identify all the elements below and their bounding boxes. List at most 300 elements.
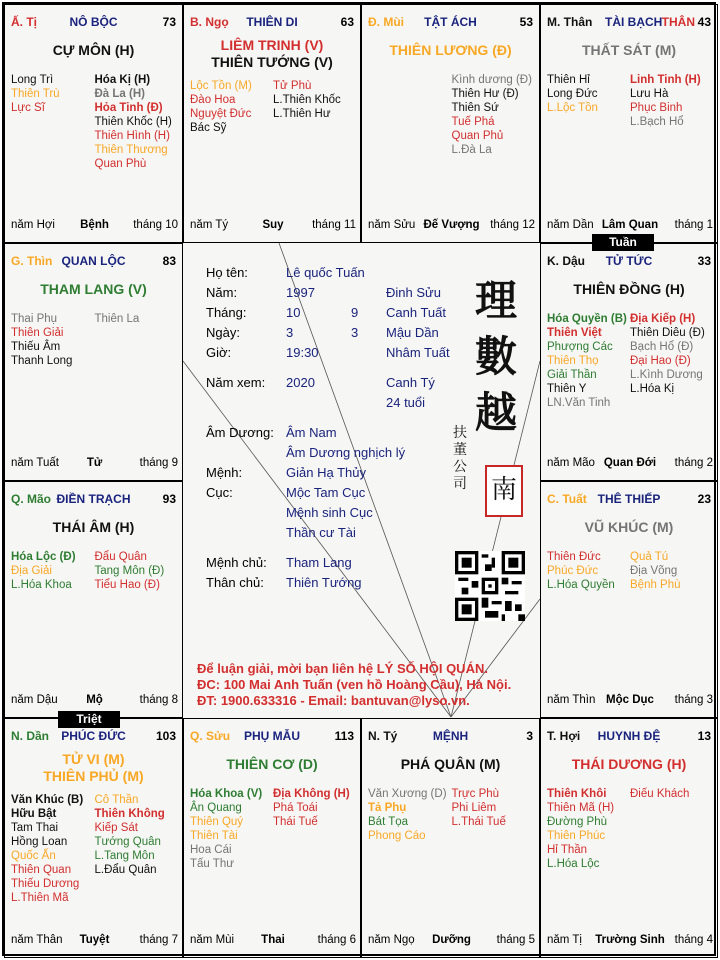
footer-year: năm Thìn <box>547 694 596 706</box>
footer-stage: Mộc Dục <box>606 694 654 706</box>
palace-header <box>547 15 711 31</box>
palace-8[interactable] <box>4 718 183 958</box>
minor-star: Thiên Thương <box>94 144 168 156</box>
footer-stage: Mộ <box>86 694 103 706</box>
palace-footer <box>368 933 535 947</box>
palace-name: NÔ BỘC <box>69 15 118 29</box>
palace-age: 113 <box>334 729 354 743</box>
palace-header <box>368 729 533 745</box>
person-name: Lê quốc Tuấn <box>286 265 365 280</box>
main-star: THIÊN LƯƠNG (Đ) <box>389 42 512 58</box>
footer-month: tháng 3 <box>674 694 713 706</box>
stars-right <box>452 787 536 843</box>
cuc-label: Cục: <box>206 485 233 500</box>
minor-star: Thiên La <box>94 313 140 325</box>
stars-left <box>368 73 452 157</box>
minor-star: Long Đức <box>547 88 598 100</box>
main-stars <box>184 37 360 71</box>
palace-branch: G. Thìn <box>11 254 53 268</box>
footer-year: năm Thân <box>11 934 63 946</box>
palace-3[interactable] <box>540 4 718 243</box>
palace-header <box>190 729 354 745</box>
footer-year: năm Tuất <box>11 457 59 469</box>
footer-stage: Đế Vượng <box>423 219 480 231</box>
minor-star: Thiên Diêu (Đ) <box>630 327 705 339</box>
minor-star: Thiên Sứ <box>451 102 499 114</box>
birth-month-canchi: Canh Tuất <box>386 305 446 320</box>
minor-star: Hỏa Tinh (Đ) <box>94 102 163 114</box>
main-star: THAM LANG (V) <box>40 281 147 297</box>
stars-right <box>452 73 536 157</box>
minor-star: Thiên Mã (H) <box>547 802 615 814</box>
minor-star: Hỉ Thần <box>547 844 588 856</box>
palace-footer <box>368 218 535 232</box>
minor-star: L.Hóa Lộc <box>547 858 600 870</box>
minor-star: Bát Tọa <box>368 816 409 828</box>
palace-name: ĐIỀN TRẠCH <box>56 492 131 506</box>
day-label: Ngày: <box>206 325 240 340</box>
palace-footer <box>11 456 178 470</box>
palace-branch: N. Tý <box>368 729 398 743</box>
palace-branch: Ấ. Tị <box>11 15 37 29</box>
stars-left <box>190 79 273 135</box>
minor-star: Tiểu Hao (Đ) <box>94 579 160 591</box>
birth-hour-canchi: Nhâm Tuất <box>386 345 450 360</box>
minor-star: L.Đà La <box>451 144 492 156</box>
footer-stage: Dưỡng <box>432 934 471 946</box>
main-star: THẤT SÁT (M) <box>581 42 677 58</box>
minor-star: Phượng Các <box>547 341 613 353</box>
menh-chu-label: Mệnh chủ: <box>206 555 267 570</box>
footer-year: năm Ngọ <box>368 934 415 946</box>
footer-month: tháng 2 <box>674 457 713 469</box>
minor-star: Long Trì <box>11 74 54 86</box>
birth-day: 3 <box>286 325 294 340</box>
minor-star: Địa Không (H) <box>273 788 350 800</box>
stars-left <box>11 550 95 592</box>
main-stars <box>5 519 182 536</box>
minor-star: LN.Văn Tinh <box>547 397 611 409</box>
palace-11[interactable] <box>540 718 718 958</box>
palace-5[interactable] <box>540 243 718 481</box>
minor-star: L.Kình Dương <box>630 369 703 381</box>
minor-star: Văn Khúc (B) <box>11 794 84 806</box>
palace-name: PHỤ MẪU <box>244 729 300 743</box>
footer-year: năm Sửu <box>368 219 416 231</box>
footer-month: tháng 10 <box>133 219 178 231</box>
minor-star: L.Thiên Hư <box>273 108 331 120</box>
stars-right <box>630 550 713 592</box>
than-note: Thần cư Tài <box>286 525 356 540</box>
minor-star: Thiên Việt <box>547 327 602 339</box>
tuan-marker: Tuần <box>592 234 654 251</box>
minor-star: Thiên Không <box>94 808 165 820</box>
birth-month: 10 <box>286 305 301 320</box>
minor-star: Thiên Y <box>547 383 587 395</box>
minor-star: L.Đẩu Quân <box>94 864 157 876</box>
palace-header <box>190 15 354 31</box>
than-chu-label: Thân chủ: <box>206 575 264 590</box>
company-vertical-text: 扶 董 公 司 <box>453 425 467 492</box>
palace-name: MỆNH <box>432 729 469 743</box>
minor-star: Hữu Bật <box>11 808 57 820</box>
minor-star: Kiếp Sát <box>94 822 138 834</box>
minor-star: Lộc Tồn (M) <box>190 80 252 92</box>
footer-month: tháng 1 <box>674 219 713 231</box>
stars-left <box>547 312 630 410</box>
contact-info <box>197 661 511 709</box>
birth-year: 1997 <box>286 285 315 300</box>
minor-star: Thanh Long <box>11 355 73 367</box>
minor-star: Thiên Hỉ <box>547 74 590 86</box>
footer-year: năm Dần <box>547 219 594 231</box>
palace-2[interactable] <box>361 4 540 243</box>
minor-stars <box>11 73 178 171</box>
main-star: THIÊN ĐỒNG (H) <box>573 281 685 297</box>
stars-left <box>547 550 630 592</box>
palace-age: 13 <box>697 729 711 743</box>
menh-label: Mệnh: <box>206 465 243 480</box>
palace-branch: B. Ngọ <box>190 15 229 29</box>
palace-header <box>547 492 711 508</box>
palace-footer <box>547 218 713 232</box>
red-seal-stamp: 南 <box>485 465 523 517</box>
palace-age: 43 <box>697 15 711 29</box>
palace-6[interactable] <box>4 481 183 718</box>
palace-age: 93 <box>162 492 176 506</box>
minor-star: Phong Cáo <box>368 830 426 842</box>
stars-left <box>368 787 452 843</box>
minor-star: Thiên Phúc <box>547 830 606 842</box>
minor-stars <box>190 79 356 135</box>
age: 24 tuổi <box>386 395 426 410</box>
minor-star: Giải Thần <box>547 369 597 381</box>
minor-star: Ân Quang <box>190 802 242 814</box>
palace-footer <box>190 933 356 947</box>
footer-year: năm Mùi <box>190 934 235 946</box>
minor-star: Địa Võng <box>630 565 678 577</box>
palace-10[interactable] <box>361 718 540 958</box>
palace-branch: Q. Mão <box>11 492 52 506</box>
footer-stage: Bệnh <box>80 219 109 231</box>
palace-name: TỬ TỨC <box>605 254 653 268</box>
palace-header <box>547 729 711 745</box>
minor-star: Hoa Cái <box>190 844 232 856</box>
yinyang-label: Âm Dương: <box>206 425 274 440</box>
footer-year: năm Hợi <box>11 219 55 231</box>
stars-right <box>95 793 179 905</box>
minor-star: Tam Thai <box>11 822 59 834</box>
minor-star: Thiên Tài <box>190 830 238 842</box>
stars-right <box>273 787 356 871</box>
main-star: THÁI ÂM (H) <box>52 519 135 535</box>
birth-year-canchi: Đinh Sửu <box>386 285 441 300</box>
stars-right <box>630 312 713 410</box>
hour-label: Giờ: <box>206 345 232 360</box>
palace-age: 63 <box>340 15 354 29</box>
footer-stage: Tử <box>86 457 103 469</box>
stars-right <box>630 73 713 129</box>
minor-star: Thiên Quan <box>11 864 72 876</box>
palace-age: 23 <box>697 492 711 506</box>
minor-star: L.Thái Tuế <box>451 816 506 828</box>
main-star: THIÊN TƯỚNG (V) <box>211 54 333 70</box>
palace-header <box>368 15 533 31</box>
palace-age: 73 <box>162 15 176 29</box>
view-year-canchi: Canh Tý <box>386 375 435 390</box>
minor-star: L.Thiên Khốc <box>273 94 341 106</box>
birth-hour: 19:30 <box>286 345 319 360</box>
minor-star: Thiên Đức <box>547 551 601 563</box>
minor-star: Phi Liêm <box>451 802 497 814</box>
palace-branch: Q. Sửu <box>190 729 231 743</box>
palace-name: THIÊN DI <box>246 15 298 29</box>
palace-footer <box>547 456 713 470</box>
palace-name: QUAN LỘC <box>61 254 126 268</box>
stars-left <box>190 787 273 871</box>
palace-footer <box>547 693 713 707</box>
minor-star: Phục Binh <box>630 102 683 114</box>
footer-year: năm Mão <box>547 457 595 469</box>
minor-star: Thiếu Dương <box>11 878 80 890</box>
minor-stars <box>547 550 713 592</box>
minor-stars <box>547 73 713 129</box>
main-stars <box>184 756 360 773</box>
palace-7[interactable] <box>540 481 718 718</box>
minor-star: Bệnh Phù <box>630 579 681 591</box>
minor-star: Đường Phù <box>547 816 607 828</box>
stars-right <box>95 550 179 592</box>
minor-star: Tả Phụ <box>368 802 407 814</box>
minor-star: Hóa Lộc (Đ) <box>11 551 76 563</box>
palace-name: TẬT ÁCH <box>424 15 477 29</box>
main-stars <box>541 519 717 536</box>
center-info-panel <box>185 245 542 721</box>
main-stars <box>5 42 182 59</box>
footer-month: tháng 7 <box>139 934 178 946</box>
minor-stars <box>11 550 178 592</box>
stars-right <box>95 73 179 171</box>
than-chu: Thiên Tướng <box>286 575 362 590</box>
minor-star: Thái Tuế <box>273 816 318 828</box>
main-star: LIÊM TRINH (V) <box>220 37 324 53</box>
minor-star: Địa Kiếp (H) <box>630 313 696 325</box>
footer-stage: Lâm Quan <box>601 219 659 231</box>
palace-header <box>11 254 176 270</box>
minor-star: Lưu Hà <box>630 88 669 100</box>
stars-left <box>11 793 95 905</box>
minor-stars <box>547 787 713 871</box>
minor-star: Cô Thần <box>94 794 139 806</box>
minor-stars <box>368 73 535 157</box>
year-label: Năm: <box>206 285 238 300</box>
minor-star: Hồng Loan <box>11 836 68 848</box>
stars-left <box>547 73 630 129</box>
minor-star: Đào Hoa <box>190 94 236 106</box>
stars-right <box>630 787 713 871</box>
minor-star: L.Hóa Quyền <box>547 579 615 591</box>
minor-star: Bác Sỹ <box>190 122 227 134</box>
cuc: Mộc Tam Cục <box>286 485 366 500</box>
main-star: THIÊN CƠ (D) <box>226 756 318 772</box>
minor-star: Thiếu Âm <box>11 341 61 353</box>
palace-footer <box>11 933 178 947</box>
stars-left <box>11 73 95 171</box>
minor-star: Thiên Thọ <box>547 355 599 367</box>
birth-day-canchi: Mậu Dần <box>386 325 439 340</box>
footer-month: tháng 4 <box>674 934 713 946</box>
palace-footer <box>547 933 713 947</box>
main-star: THIÊN PHỦ (M) <box>43 768 144 784</box>
minor-star: Tuế Phá <box>451 116 495 128</box>
footer-month: tháng 9 <box>139 457 178 469</box>
minor-star: Hóa Khoa (V) <box>190 788 263 800</box>
footer-year: năm Tý <box>190 219 229 231</box>
palace-9[interactable] <box>183 718 361 958</box>
minor-star: Lực Sĩ <box>11 102 45 114</box>
footer-month: tháng 6 <box>317 934 356 946</box>
main-stars <box>541 42 717 59</box>
minor-star: Thiên Giải <box>11 327 64 339</box>
minor-star: Kình dương (Đ) <box>451 74 532 86</box>
minor-star: Tướng Quân <box>94 836 161 848</box>
menh-chu: Tham Lang <box>286 555 352 570</box>
minor-star: Đại Hao (Đ) <box>630 355 691 367</box>
palace-branch: M. Thân <box>547 15 593 29</box>
main-star: VŨ KHÚC (M) <box>584 519 674 535</box>
main-stars <box>541 756 717 773</box>
minor-star: Quốc Ấn <box>11 850 56 862</box>
palace-header <box>11 492 176 508</box>
palace-footer <box>190 218 356 232</box>
minor-star: Phá Toái <box>273 802 318 814</box>
minor-star: Thiên Trù <box>11 88 60 100</box>
minor-star: L.Thiên Mã <box>11 892 69 904</box>
yinyang: Âm Nam <box>286 425 337 440</box>
yinyang-note: Âm Dương nghịch lý <box>286 445 406 460</box>
palace-name: HUYNH ĐỆ <box>597 729 661 743</box>
contact-phone-email[interactable]: ĐT: 1900.633316 - Email: bantuvan@lyso.vn. <box>197 693 470 708</box>
minor-star: Văn Xương (D) <box>368 788 447 800</box>
contact-line-1: Để luận giải, mời bạn liên hệ LÝ SỐ HỘI QUÁN. <box>197 661 488 676</box>
minor-star: Hóa Quyền (B) <box>547 313 627 325</box>
palace-name: TÀI BẠCH <box>605 15 663 29</box>
palace-age: 3 <box>526 729 533 743</box>
palace-header <box>11 15 176 31</box>
minor-star: L.Bạch Hổ <box>630 116 684 128</box>
stars-left <box>547 787 630 871</box>
minor-star: Bạch Hổ (Đ) <box>630 341 694 353</box>
cuc-note: Mệnh sinh Cục <box>286 505 373 520</box>
footer-month: tháng 12 <box>490 219 535 231</box>
main-stars <box>5 281 182 298</box>
footer-year: năm Dậu <box>11 694 58 706</box>
main-star: THÁI DƯƠNG (H) <box>571 756 687 772</box>
minor-star: Hóa Kị (H) <box>94 74 151 86</box>
minor-stars <box>190 787 356 871</box>
minor-star: Thiên Hình (H) <box>94 130 170 142</box>
palace-age: 83 <box>162 254 176 268</box>
minor-stars <box>11 312 178 368</box>
main-star: TỬ VI (M) <box>62 751 125 767</box>
birth-month-lunar: 9 <box>351 305 359 320</box>
minor-star: Nguyệt Đức <box>190 108 252 120</box>
contact-address: ĐC: 100 Mai Anh Tuấn (ven hồ Hoàng Cầu), Hà Nội. <box>197 677 512 692</box>
palace-age: 53 <box>519 15 533 29</box>
main-star: CỰ MÔN (H) <box>52 42 135 58</box>
minor-star: Điếu Khách <box>630 788 690 800</box>
palace-branch: C. Tuất <box>547 492 587 506</box>
minor-star: Trực Phù <box>451 788 500 800</box>
calligraphy-logo: 理 數 越 <box>475 276 518 437</box>
stars-right <box>95 312 179 368</box>
palace-branch: K. Dậu <box>547 254 586 268</box>
minor-star: L.Tang Môn <box>94 850 155 862</box>
footer-year: năm Tị <box>547 934 582 946</box>
main-star: PHÁ QUÂN (M) <box>400 756 501 772</box>
palace-4[interactable] <box>4 243 183 481</box>
minor-star: Phúc Đức <box>547 565 599 577</box>
footer-month: tháng 8 <box>139 694 178 706</box>
minor-star: Quan Phủ <box>451 130 504 142</box>
footer-stage: Thai <box>261 934 285 946</box>
palace-1[interactable] <box>183 4 361 243</box>
minor-stars <box>547 312 713 410</box>
minor-star: Địa Giải <box>11 565 52 577</box>
palace-name: PHÚC ĐỨC <box>61 729 126 743</box>
main-stars <box>5 751 182 785</box>
palace-branch: Đ. Mùi <box>368 15 404 29</box>
minor-star: Đẩu Quân <box>94 551 147 563</box>
minor-star: Tử Phù <box>273 80 312 92</box>
minor-star: Tấu Thư <box>190 858 234 870</box>
minor-star: Tang Môn (Đ) <box>94 565 165 577</box>
palace-name: THÊ THIẾP <box>597 492 661 506</box>
footer-stage: Suy <box>262 219 284 231</box>
footer-stage: Tuyệt <box>79 934 110 946</box>
minor-star: L.Hóa Kị <box>630 383 675 395</box>
footer-stage: Quan Đới <box>603 457 657 469</box>
minor-star: Đà La (H) <box>94 88 145 100</box>
minor-star: Thiên Khốc (H) <box>94 116 172 128</box>
main-stars <box>362 42 539 59</box>
birth-day-lunar: 3 <box>351 325 359 340</box>
palace-age: 33 <box>697 254 711 268</box>
view-year: 2020 <box>286 375 315 390</box>
palace-0[interactable] <box>4 4 183 243</box>
than-marker: THÂN <box>661 15 695 29</box>
minor-star: Thiên Khôi <box>547 788 607 800</box>
stars-right <box>273 79 356 135</box>
minor-star: Thiên Hư (Đ) <box>451 88 519 100</box>
name-label: Họ tên: <box>206 265 248 280</box>
qr-code-icon[interactable] <box>455 551 525 621</box>
horoscope-chart <box>2 2 716 956</box>
minor-star: L.Hóa Khoa <box>11 579 72 591</box>
footer-stage: Trường Sinh <box>595 934 665 946</box>
minor-star: Linh Tinh (H) <box>630 74 701 86</box>
month-label: Tháng: <box>206 305 247 320</box>
minor-star: Quan Phù <box>94 158 147 170</box>
minor-star: Quả Tú <box>630 551 669 563</box>
palace-age: 103 <box>155 729 176 743</box>
view-year-label: Năm xem: <box>206 375 266 390</box>
stars-left <box>11 312 95 368</box>
palace-footer <box>11 218 178 232</box>
footer-month: tháng 5 <box>496 934 535 946</box>
minor-star: Thiên Quý <box>190 816 244 828</box>
menh: Giản Hạ Thủy <box>286 465 366 480</box>
